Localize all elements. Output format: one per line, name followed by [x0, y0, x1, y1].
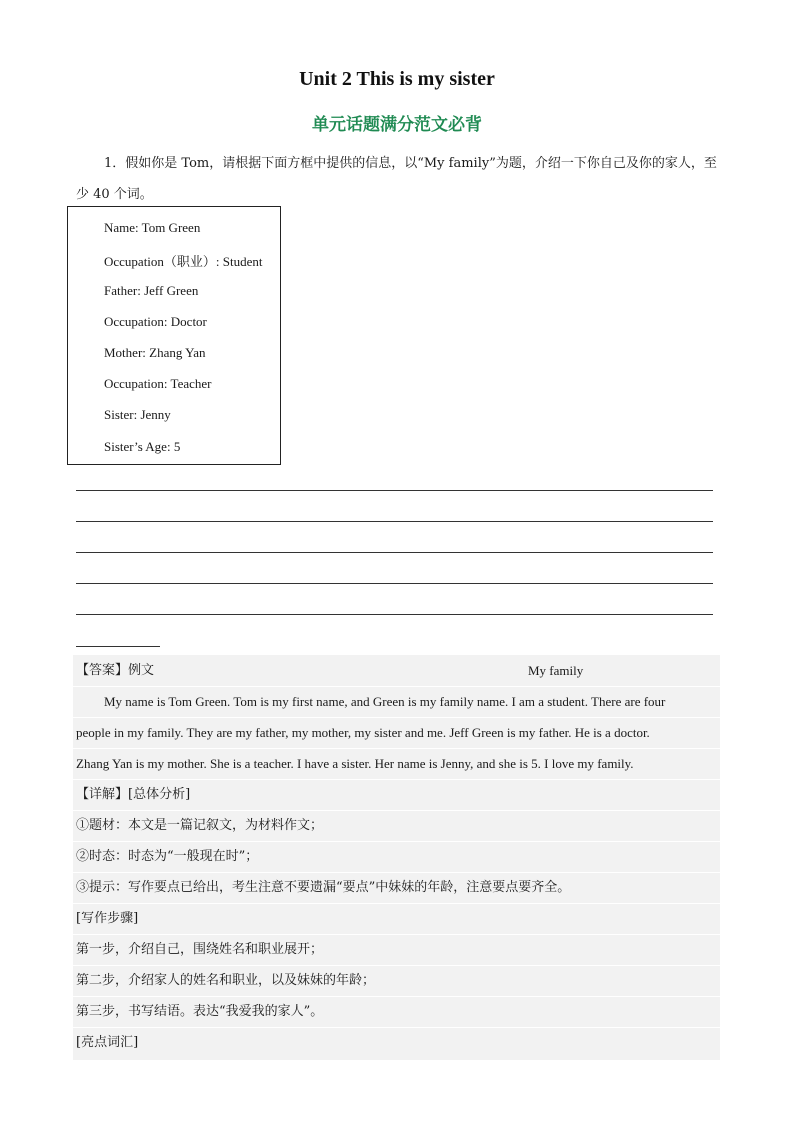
essay-title: My family	[528, 663, 584, 678]
row-separator	[73, 1027, 720, 1028]
answer-section	[73, 655, 720, 1060]
essay-line: My name is Tom Green. Tom is my first name, and Green is my family name. I am a student. There are four	[104, 694, 666, 709]
vocab-header: [亮点词汇]	[76, 1035, 139, 1050]
info-box	[67, 206, 281, 465]
info-sister: Sister: Jenny	[104, 407, 171, 422]
writing-line	[76, 552, 713, 553]
info-name: Name: Tom Green	[104, 220, 201, 235]
essay-line: people in my family. They are my father, my mother, my sister and me. Jeff Green is my father. He is a doctor.	[76, 725, 650, 740]
section-divider	[76, 646, 160, 647]
info-mother-occupation: Occupation: Teacher	[104, 376, 212, 391]
info-father: Father: Jeff Green	[104, 283, 199, 298]
info-occupation: Occupation（职业）: Student	[104, 254, 263, 269]
writing-step: 第三步，书写结语。表达“我爱我的家人”。	[76, 1004, 324, 1019]
info-sister-age: Sister’s Age: 5	[104, 439, 181, 454]
writing-line	[76, 583, 713, 584]
page-subtitle: 单元话题满分范文必背	[312, 115, 482, 135]
steps-header: [写作步骤]	[76, 911, 139, 926]
row-separator	[73, 903, 720, 904]
writing-step: 第二步，介绍家人的姓名和职业，以及妹妹的年龄；	[76, 973, 376, 988]
page-title: Unit 2 This is my sister	[299, 68, 495, 90]
essay-line: Zhang Yan is my mother. She is a teacher. I have a sister. Her name is Jenny, and she is 5. I love my family.	[76, 756, 634, 771]
writing-line	[76, 521, 713, 522]
question-prompt: 1．假如你是 Tom，请根据下面方框中提供的信息，以“My family”为题，介绍一下你自己及你的家人，至少 40 个词。	[76, 156, 717, 202]
info-mother: Mother: Zhang Yan	[104, 345, 206, 360]
writing-step: 第一步，介绍自己，围绕姓名和职业展开；	[76, 942, 324, 957]
analysis-point: ②时态：时态为“一般现在时”；	[76, 849, 259, 864]
analysis-point: ①题材：本文是一篇记叙文，为材料作文；	[76, 818, 324, 833]
info-father-occupation: Occupation: Doctor	[104, 314, 207, 329]
writing-line	[76, 614, 713, 615]
analysis-point: ③提示：写作要点已给出，考生注意不要遗漏“要点”中妹妹的年龄，注意要点要齐全。	[76, 880, 571, 895]
answer-label: 【答案】例文	[76, 663, 155, 678]
analysis-header: 【详解】[总体分析]	[76, 787, 191, 802]
writing-line	[76, 490, 713, 491]
